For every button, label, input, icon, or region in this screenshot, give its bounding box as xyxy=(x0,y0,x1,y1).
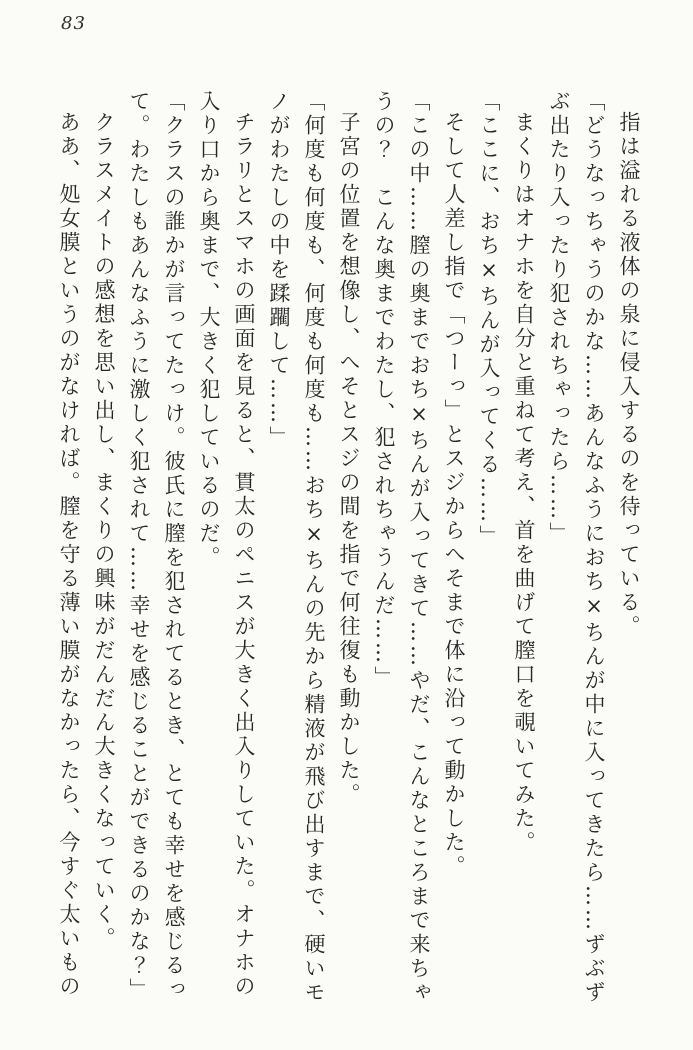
paragraph: 子宮の位置を想像し、へそとスジの間を指で何往復も動かした。 xyxy=(337,111,361,807)
paragraph: 「この中……膣の奥までおち×ちんが入ってきて……やだ、こんなところまで来ちゃうの？ こんな奥までわたし、犯されちゃうんだ……」 xyxy=(372,90,431,1005)
page-number: 83 xyxy=(61,13,86,34)
body-text xyxy=(51,90,646,1006)
paragraph: 「ここに、おち×ちんが入ってくる……」 xyxy=(477,90,501,549)
paragraph: 「何度も何度も、何度も何度も……おち×ちんの先から精液が飛び出すまで、硬いモノがわたしの中を蹂躙して……」 xyxy=(267,90,326,1005)
paragraph: チラリとスマホの画面を見ると、貫太のペニスが大きく出入りしていた。オナホの入り口から奥まで、大きく犯しているのだ。 xyxy=(197,90,256,999)
paragraph: まくりはオナホを自分と重ねて考え、首を曲げて膣口を覗いてみた。 xyxy=(512,111,536,855)
paragraph: 指は溢れる液体の泉に侵入するのを待っている。 xyxy=(617,111,641,639)
paragraph: 「どうなっちゃうのかな……あんなふうにおち×ちんが中に入ってきたら……ずぶずぶ出たり入ったり犯されちゃったら……」 xyxy=(547,90,606,1005)
paragraph: そして人差し指で「つーっ」とスジからへそまで体に沿って動かした。 xyxy=(442,111,466,879)
paragraph: 「クラスの誰かが言ってたっけ。彼氏に膣を犯されてるとき、とても幸せを感じるって。わたしもあんなふうに激しく犯されて……幸せを感じることができるのかな？」 xyxy=(127,90,186,1002)
paragraph: ああ、処女膜というのがなければ。膣を守る薄い膜がなかったら、今すぐ太いもの xyxy=(57,111,81,999)
paragraph: クラスメイトの感想を思い出し、まくりの興味がだんだん大きくなっていく。 xyxy=(92,111,116,951)
